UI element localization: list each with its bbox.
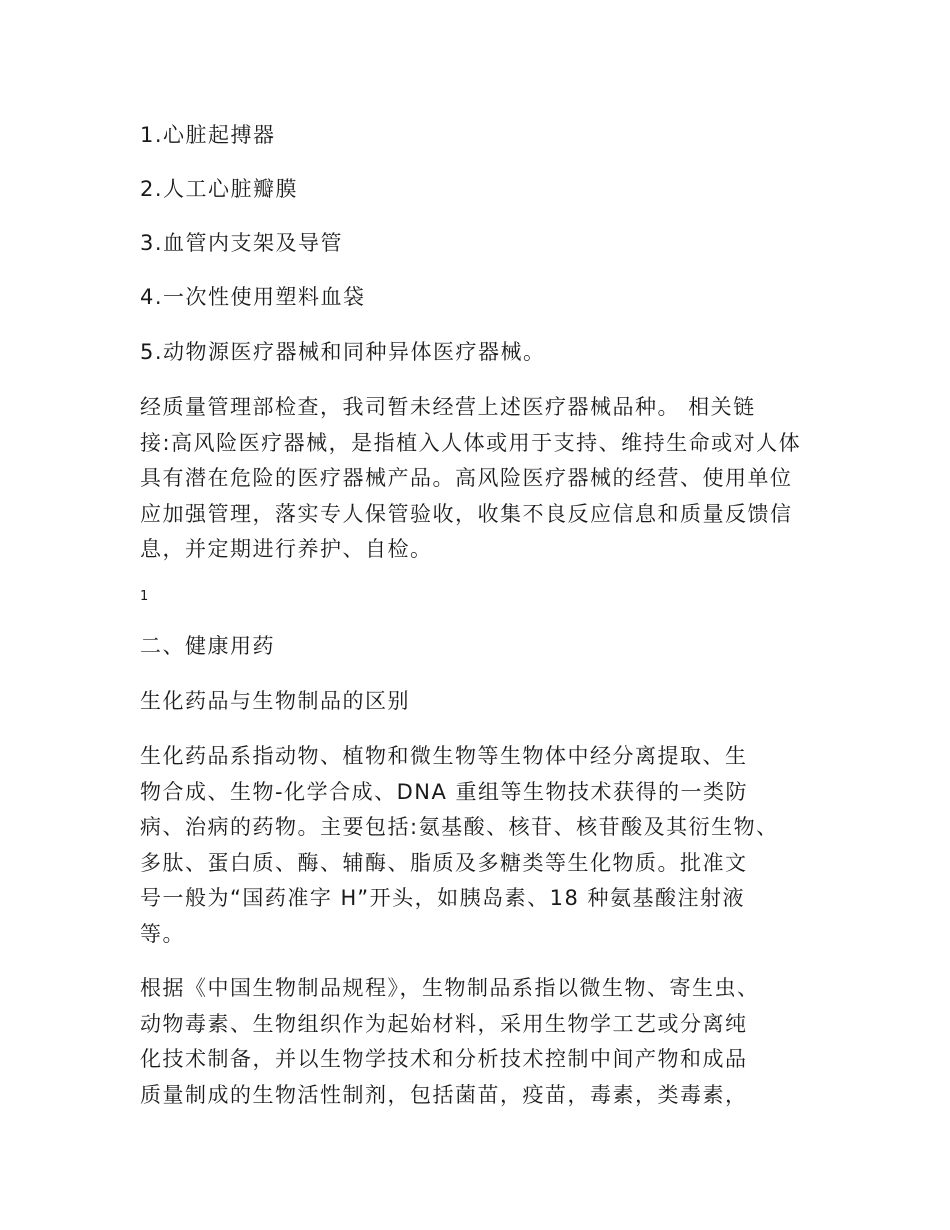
page-number: 1 <box>140 589 149 604</box>
paragraph-line: 具有潜在危险的医疗器械产品。高风险医疗器械的经营、使用单位 <box>140 466 793 490</box>
paragraph-quality-check <box>140 390 815 568</box>
list-item-3: 3.血管内支架及导管 <box>140 231 344 255</box>
list-item-2: 2.人工心脏瓣膜 <box>140 177 299 201</box>
paragraph-biochemical-drugs <box>140 739 815 952</box>
paragraph-line: 质量制成的生物活性制剂，包括菌苗，疫苗，毒素，类毒素， <box>140 1082 748 1107</box>
paragraph-line: 息，并定期进行养护、自检。 <box>140 537 433 561</box>
paragraph-line: 接:高风险医疗器械，是指植入人体或用于支持、维持生命或对人体 <box>140 430 802 455</box>
paragraph-line: 生化药品系指动物、植物和微生物等生物体中经分离提取、生 <box>140 744 748 768</box>
paragraph-line: 动物毒素、生物组织作为起始材料，采用生物学工艺或分离纯 <box>140 1011 748 1036</box>
section-heading: 二、健康用药 <box>140 634 275 658</box>
paragraph-line: 物合成、生物-化学合成、DNA 重组等生物技术获得的一类防 <box>140 779 748 804</box>
paragraph-line: 多肽、蛋白质、酶、辅酶、脂质及多糖类等生化物质。批准文 <box>140 850 748 875</box>
paragraph-line: 等。 <box>140 921 185 946</box>
paragraph-line: 根据《中国生物制品规程》，生物制品系指以微生物、寄生虫、 <box>140 976 760 1000</box>
paragraph-line: 经质量管理部检查，我司暂未经营上述医疗器械品种。 相关链 <box>140 395 756 419</box>
paragraph-line: 应加强管理，落实专人保管验收，收集不良反应信息和质量反馈信 <box>140 501 793 526</box>
subheading: 生化药品与生物制品的区别 <box>140 689 410 713</box>
list-item-5: 5.动物源医疗器械和同种异体医疗器械。 <box>140 340 546 364</box>
paragraph-line: 号一般为“国药准字 H”开头，如胰岛素、18 种氨基酸注射液 <box>140 886 745 910</box>
list-item-1: 1.心脏起搏器 <box>140 123 276 147</box>
paragraph-line: 化技术制备，并以生物学技术和分析技术控制中间产物和成品 <box>140 1047 748 1071</box>
paragraph-line: 病、治病的药物。主要包括:氨基酸、核苷、核苷酸及其衍生物、 <box>140 815 779 839</box>
paragraph-biological-products <box>140 971 815 1113</box>
list-item-4: 4.一次性使用塑料血袋 <box>140 285 366 309</box>
